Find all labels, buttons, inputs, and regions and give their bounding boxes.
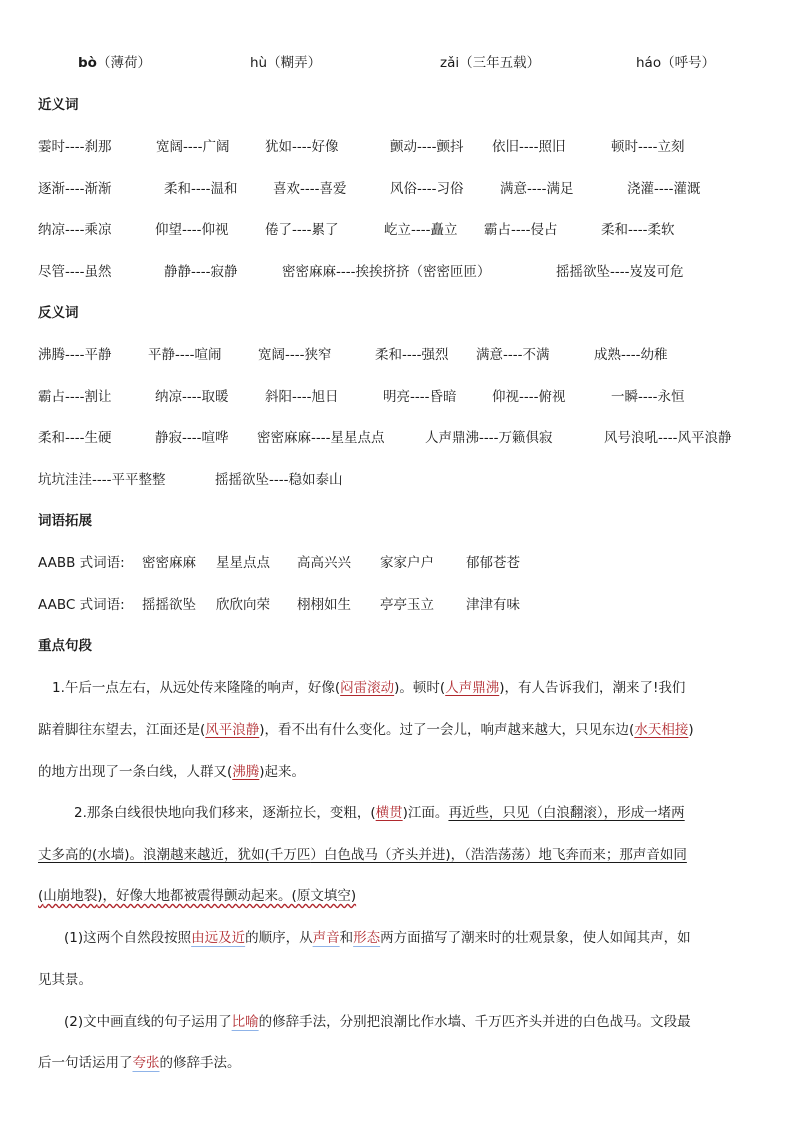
word-pair: 倦了----累了 <box>265 222 339 238</box>
word-pair: 风俗----习俗 <box>390 181 464 197</box>
question1-line: (1)这两个自然段按照由远及近的顺序，从声音和形态两方面描写了潮来时的壮观景象，使人如闻其声，如 <box>64 930 691 946</box>
pinyin-item: bò（薄荷） <box>78 55 151 71</box>
word-pair: 顿时----立刻 <box>611 139 685 155</box>
word-pair: 密密麻麻----星星点点 <box>257 430 385 446</box>
word-pair: 摇摇欲坠----稳如泰山 <box>215 472 343 488</box>
word-pair: 浇灌----灌溉 <box>627 181 701 197</box>
passage2-line: 2.那条白线很快地向我们移来，逐渐拉长，变粗，(横贯)江面。再近些，只见（白浪翻滚），形成一堵两 <box>74 805 685 821</box>
word-pair: 喜欢----喜爱 <box>273 181 347 197</box>
word-pair: 霸占----割让 <box>38 389 112 405</box>
passage2-line: (山崩地裂)，好像大地都被震得颤动起来。(原文填空) <box>38 888 357 904</box>
pinyin-item: zǎi（三年五载） <box>440 55 541 71</box>
word-pair: 纳凉----取暖 <box>155 389 229 405</box>
answer: 沸腾 <box>232 764 260 780</box>
underlined-sentence: 再近些，只见（白浪翻滚），形成一堵两 <box>448 805 685 821</box>
word-pair: 仰视----俯视 <box>492 389 566 405</box>
aabb-label: AABB 式词语: <box>38 555 125 571</box>
word-pair: 明亮----昏暗 <box>383 389 457 405</box>
aabb-word: 高高兴兴 <box>297 555 351 571</box>
word-pair: 霎时----刹那 <box>38 139 112 155</box>
answer: 山崩地裂 <box>43 888 98 904</box>
aabb-word: 星星点点 <box>216 555 270 571</box>
key-heading: 重点句段 <box>38 638 92 654</box>
question2-line: (2)文中画直线的句子运用了比喻的修辞手法，分别把浪潮比作水墙、千万匹齐头并进的白色战马。文段最 <box>64 1014 691 1030</box>
word-pair: 坑坑洼洼----平平整整 <box>38 472 166 488</box>
answer: 比喻 <box>231 1014 259 1030</box>
question1-line: 见其景。 <box>38 972 92 988</box>
word-pair: 沸腾----平静 <box>38 347 112 363</box>
word-pair: 屹立----矗立 <box>384 222 458 238</box>
word-pair: 纳凉----乘凉 <box>38 222 112 238</box>
word-pair: 满意----满足 <box>500 181 574 197</box>
word-pair: 风号浪吼----风平浪静 <box>604 430 732 446</box>
answer: 形态 <box>353 930 381 946</box>
aabc-label: AABC 式词语: <box>38 597 125 613</box>
answer: 夸张 <box>132 1055 160 1071</box>
passage1-line: 1.午后一点左右，从远处传来隆隆的响声，好像(闷雷滚动)。顿时(人声鼎沸)，有人告诉我们，潮来了!我们 <box>52 680 686 696</box>
word-pair: 柔和----温和 <box>164 181 238 197</box>
word-pair: 柔和----柔软 <box>601 222 675 238</box>
aabb-word: 郁郁苍苍 <box>466 555 520 571</box>
aabc-word: 摇摇欲坠 <box>142 597 196 613</box>
antonyms-heading: 反义词 <box>38 305 79 321</box>
underlined-sentence: 丈多高的(水墙)。 <box>38 847 144 863</box>
aabc-word: 亭亭玉立 <box>380 597 434 613</box>
answer: 风平浪静 <box>205 722 260 738</box>
word-pair: 犹如----好像 <box>265 139 339 155</box>
expansion-heading: 词语拓展 <box>38 513 92 529</box>
aabb-word: 密密麻麻 <box>142 555 196 571</box>
pinyin-item: háo（呼号） <box>636 55 716 71</box>
word-pair: 静静----寂静 <box>164 264 238 280</box>
word-pair: 逐渐----渐渐 <box>38 181 112 197</box>
word-pair: 柔和----生硬 <box>38 430 112 446</box>
word-pair: 斜阳----旭日 <box>265 389 339 405</box>
answer: 横贯 <box>375 805 403 821</box>
passage1-line: 踮着脚往东望去，江面还是(风平浪静)，看不出有什么变化。过了一会儿，响声越来越大，只见东边(水天相接) <box>38 722 694 738</box>
word-pair: 一瞬----永恒 <box>611 389 685 405</box>
word-pair: 静寂----喧哗 <box>155 430 229 446</box>
word-pair: 平静----喧闹 <box>148 347 222 363</box>
word-pair: 仰望----仰视 <box>155 222 229 238</box>
word-pair: 宽阔----狭窄 <box>258 347 332 363</box>
underlined-sentence: 千万匹 <box>269 847 311 863</box>
word-pair: 人声鼎沸----万籁俱寂 <box>425 430 553 446</box>
word-pair: 霸占----侵占 <box>484 222 558 238</box>
aabc-word: 欣欣向荣 <box>216 597 270 613</box>
passage2-line: 丈多高的(水墙)。浪潮越来越近，犹如(千万匹）白色战马（齐头并进)，（浩浩荡荡）地飞奔而来；那声音如同 <box>38 847 687 863</box>
aabb-word: 家家户户 <box>380 555 434 571</box>
synonyms-heading: 近义词 <box>38 97 79 113</box>
word-pair: 依旧----照旧 <box>492 139 566 155</box>
aabc-word: 津津有味 <box>466 597 520 613</box>
word-pair: 成熟----幼稚 <box>594 347 668 363</box>
passage1-line: 的地方出现了一条白线，人群又(沸腾)起来。 <box>38 764 306 780</box>
word-pair: 颤动----颤抖 <box>390 139 464 155</box>
answer: 声音 <box>312 930 340 946</box>
word-pair: 密密麻麻----挨挨挤挤（密密匝匝） <box>282 264 491 280</box>
word-pair: 宽阔----广阔 <box>156 139 230 155</box>
word-pair: 摇摇欲坠----岌岌可危 <box>556 264 684 280</box>
answer: 水天相接 <box>634 722 689 738</box>
word-pair: 满意----不满 <box>476 347 550 363</box>
word-pair: 尽管----虽然 <box>38 264 112 280</box>
answer: 闷雷滚动 <box>340 680 395 696</box>
pinyin-item: hù（糊弄） <box>250 55 322 71</box>
word-pair: 柔和----强烈 <box>375 347 449 363</box>
aabc-word: 栩栩如生 <box>297 597 351 613</box>
question2-line: 后一句话运用了夸张的修辞手法。 <box>38 1055 241 1071</box>
answer: 由远及近 <box>191 930 246 946</box>
answer: 人声鼎沸 <box>445 680 500 696</box>
